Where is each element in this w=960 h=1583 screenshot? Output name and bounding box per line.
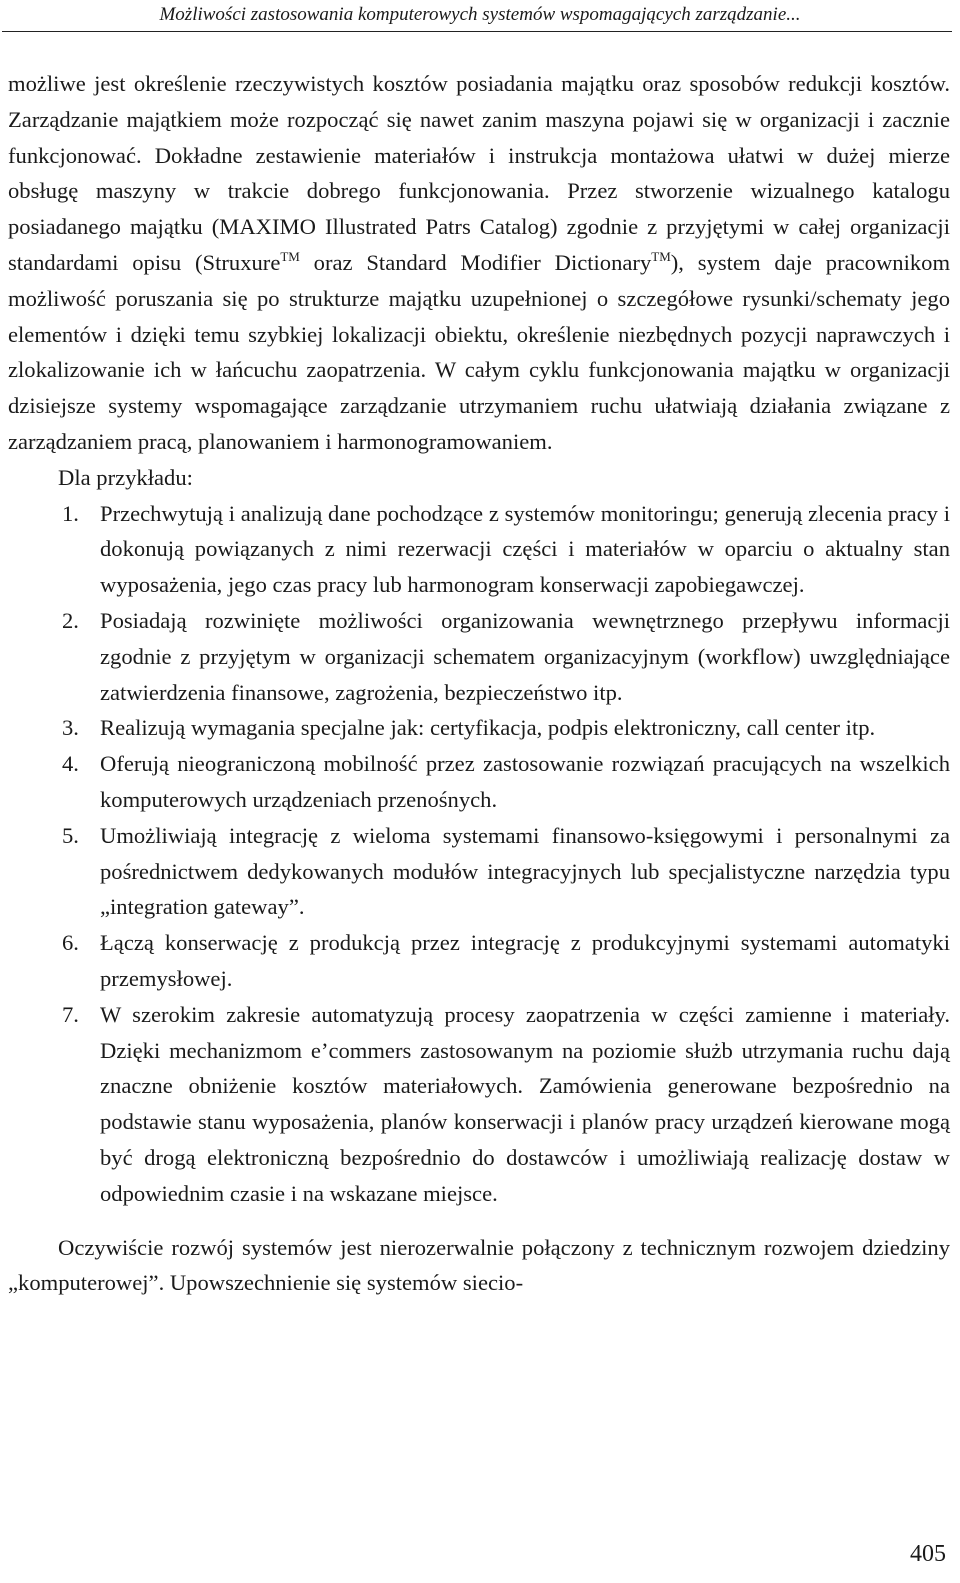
list-text: Oferują nieograniczoną mobilność przez zastosowanie rozwiązań pracujących na wszelkich komputerowych urządzeniach przenośnych. [100,751,950,812]
list-number: 1. [62,500,79,526]
list-item [8,818,950,925]
list-number: 7. [62,1001,79,1027]
paragraph-1-part-3: ), system daje pracownikom możliwość poruszania się po strukturze majątku uzupełnionej o szczegółowe rysunki/schematy jego elementów i dzięki temu szybkiej lokalizacji obiektu, określenie niezbędnych pozycji naprawczych i zlokalizowanie ich w łańcuchu zaopatrzenia. W całym cyklu funkcjonowania majątku w organizacji dzisiejsze systemy wspomagające zarządzanie utrzymaniem ruchu ułatwiają działania związane z zarządzaniem pracą, planowaniem i harmonogramowaniem. [8,249,951,454]
running-header [0,0,960,30]
list-item [8,496,950,603]
page-body [8,66,950,1301]
list-item [8,925,950,997]
paragraph-1-part-2: oraz Standard Modifier Dictionary [299,249,652,275]
trademark-mark: TM [280,248,300,264]
list-item [8,746,950,818]
list-text: Posiadają rozwinięte możliwości organizowania wewnętrznego przepływu informacji zgodnie z przyjętym w organizacji schematem organizacyjnym (workflow) uwzględniające zatwierdzenia finansowe, zagrożenia, bezpieczeństwo itp. [100,607,950,705]
list-number: 5. [62,822,79,848]
paragraph-1 [8,66,950,460]
closing-paragraph: Oczywiście rozwój systemów jest nierozerwalnie połączony z technicznym rozwojem dziedziny „komputerowej”. Upowszechnienie się systemów siecio- [8,1234,950,1296]
list-text: Łączą konserwację z produkcją przez integrację z produkcyjnymi systemami automatyki przemysłowej. [100,930,950,991]
section-spacer [8,1212,950,1230]
header-rule [2,31,952,32]
list-item [8,997,950,1212]
feature-list [8,496,950,1212]
trademark-mark: TM [651,248,671,264]
page-number: 405 [910,1541,946,1567]
list-number: 3. [62,715,79,741]
list-number: 6. [62,930,79,956]
list-number: 2. [62,607,79,633]
running-title: Możliwości zastosowania komputerowych systemów wspomagających zarządzanie... [159,4,801,25]
list-text: Realizują wymagania specjalne jak: certyfikacja, podpis elektroniczny, call center itp. [100,715,876,741]
example-intro: Dla przykładu: [58,464,193,490]
paragraph-1-part-1: możliwe jest określenie rzeczywistych kosztów posiadania majątku oraz sposobów redukcji kosztów. Zarządzanie majątkiem może rozpocząć się nawet zanim maszyna pojawi się w organizacji i zacznie funkcjonować. Dokładne zestawienie materiałów i instrukcja montażowa ułatwi w dużej mierze obsługę maszyny w trakcie dobrego funkcjonowania. Przez stworzenie wizualnego katalogu posiadanego majątku (MAXIMO Illustrated Patrs Catalog) zgodnie z przyjętymi w całej organizacji standardami opisu (Struxure [8,71,950,275]
list-text: Przechwytują i analizują dane pochodzące z systemów monitoringu; generują zlecenia pracy i dokonują powiązanych z nimi rezerwacji części i materiałów w oparciu o aktualny stan wyposażenia, jego czas pracy lub harmonogram konserwacji zapobiegawczej. [100,500,950,598]
list-item [8,710,950,746]
list-text: Umożliwiają integrację z wieloma systemami finansowo-księgowymi i personalnymi za pośrednictwem dedykowanych modułów integracyjnych lub specjalistyczne narzędzia typu „integration gateway”. [100,822,950,920]
list-text: W szerokim zakresie automatyzują procesy zaopatrzenia w części zamienne i materiały. Dzięki mechanizmom e’commers zastosowanym na poziomie służb utrzymania ruchu dają znaczne obniżenie kosztów materiałowych. Zamówienia generowane bezpośrednio na podstawie stanu wyposażenia, planów konserwacji i planów pracy urządzeń kierowane mogą być drogą elektroniczną bezpośrednio do dostawców i umożliwiają realizację dostaw w odpowiednim czasie i na wskazane miejsce. [100,1001,950,1206]
list-item [8,603,950,710]
list-number: 4. [62,751,79,777]
